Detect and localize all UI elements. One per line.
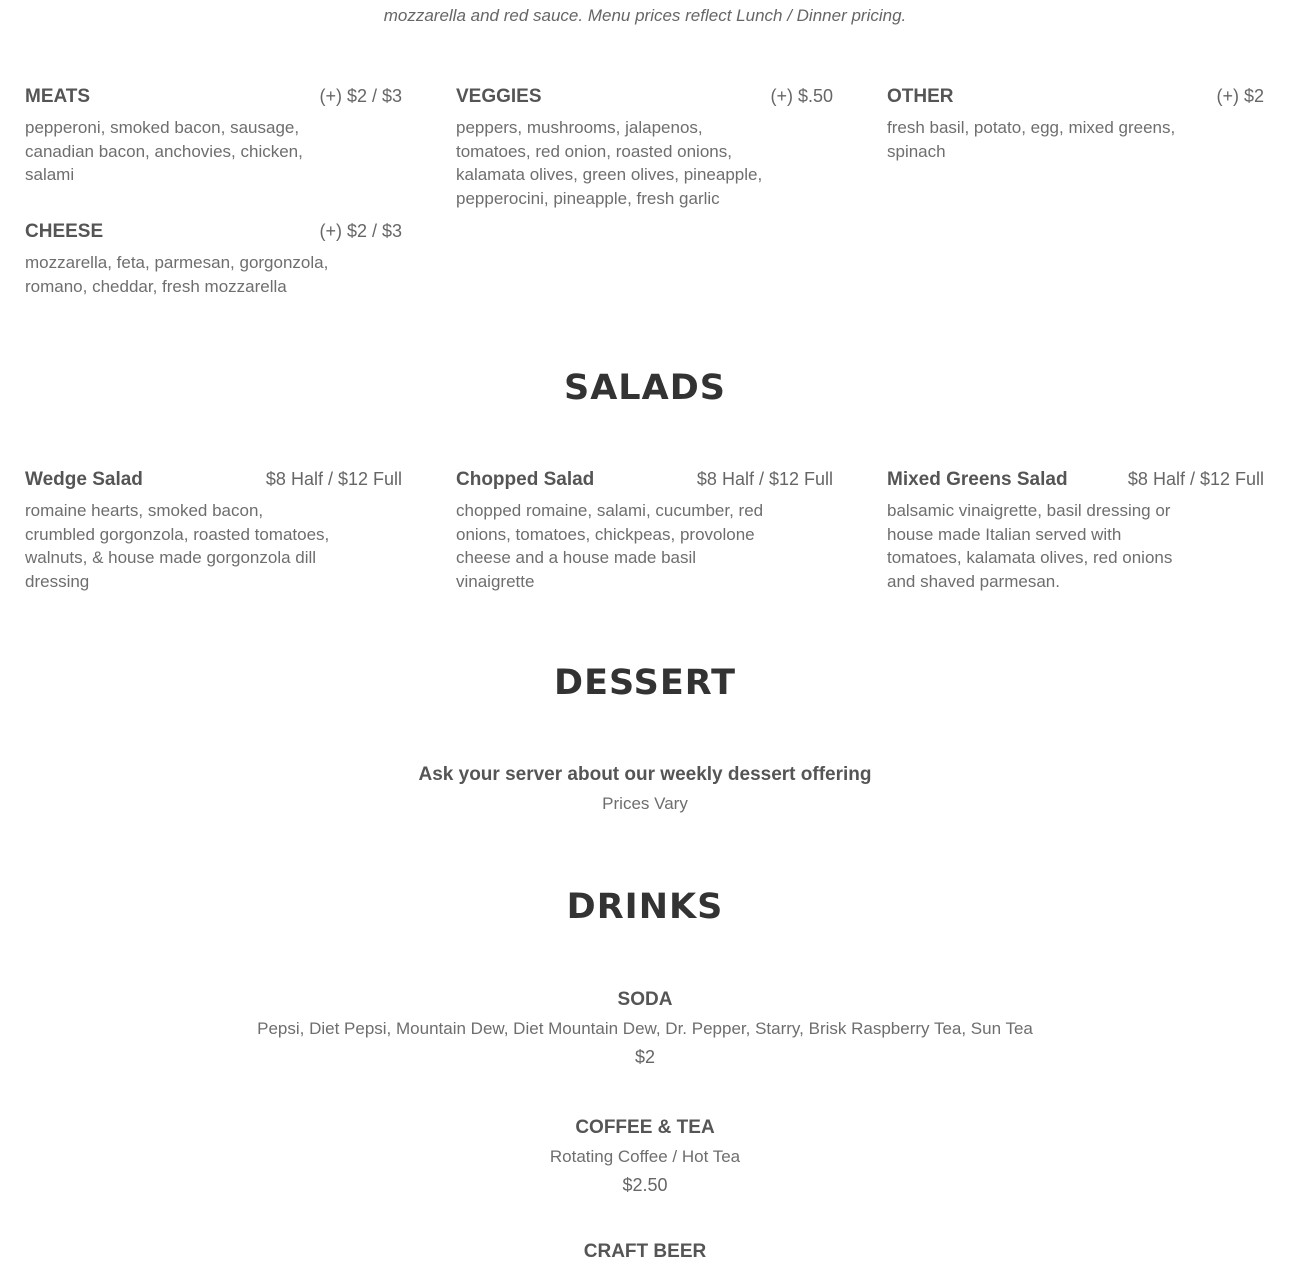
drink-craft-beer bbox=[0, 1241, 1290, 1263]
item-name: CRAFT BEER bbox=[583, 1241, 707, 1262]
item-name: VEGGIES bbox=[456, 86, 542, 107]
item-description: balsamic vinaigrette, basil dressing or house made Italian served with tomatoes, kalamata olives, red onions and shaved parmesan. bbox=[887, 501, 1173, 591]
item-name: Chopped Salad bbox=[456, 469, 595, 490]
section-title-dessert: DESSERT bbox=[554, 663, 736, 703]
item-description: pepperoni, smoked bacon, sausage, canadian bacon, anchovies, chicken, salami bbox=[25, 118, 303, 184]
item-price: $8 Half / $12 Full bbox=[696, 469, 833, 489]
item-price: $2.50 bbox=[622, 1175, 668, 1195]
item-price: $8 Half / $12 Full bbox=[1127, 469, 1264, 489]
drink-coffee-tea bbox=[0, 1117, 1290, 1196]
topping-other bbox=[887, 86, 1264, 166]
item-description: Rotating Coffee / Hot Tea bbox=[549, 1147, 741, 1166]
section-title-salads: SALADS bbox=[564, 368, 726, 408]
topping-meats bbox=[25, 86, 402, 196]
item-description: romaine hearts, smoked bacon, crumbled gorgonzola, roasted tomatoes, walnuts, & house made gorgonzola dill dressing bbox=[25, 501, 330, 591]
section-title-drinks: DRINKS bbox=[566, 887, 724, 927]
item-price: (+) $.50 bbox=[770, 86, 833, 106]
item-price: $2 bbox=[634, 1047, 656, 1067]
item-name: CHEESE bbox=[25, 221, 104, 242]
item-name: OTHER bbox=[887, 86, 954, 107]
item-description: chopped romaine, salami, cucumber, red onions, tomatoes, chickpeas, provolone cheese and a house made basil vinaigrette bbox=[456, 501, 764, 591]
salad-item bbox=[456, 469, 833, 594]
topping-cheese bbox=[25, 221, 402, 301]
item-price: (+) $2 / $3 bbox=[319, 221, 402, 241]
salad-item bbox=[25, 469, 402, 594]
drink-soda bbox=[0, 989, 1290, 1068]
item-name: Mixed Greens Salad bbox=[887, 469, 1068, 490]
item-name: COFFEE & TEA bbox=[575, 1117, 715, 1138]
item-description: mozzarella, feta, parmesan, gorgonzola, romano, cheddar, fresh mozzarella bbox=[25, 253, 329, 296]
item-price: Prices Vary bbox=[602, 794, 688, 813]
item-name: Wedge Salad bbox=[25, 469, 143, 490]
item-price: $8 Half / $12 Full bbox=[265, 469, 402, 489]
item-description: Pepsi, Diet Pepsi, Mountain Dew, Diet Mountain Dew, Dr. Pepper, Starry, Brisk Raspberry Tea, Sun Tea bbox=[257, 1019, 1033, 1038]
menu-intro-text: mozzarella and red sauce. Menu prices reflect Lunch / Dinner pricing. bbox=[383, 6, 907, 25]
item-price: (+) $2 bbox=[1216, 86, 1264, 106]
item-price: (+) $2 / $3 bbox=[319, 86, 402, 106]
item-description: fresh basil, potato, egg, mixed greens, spinach bbox=[887, 118, 1176, 161]
salad-item bbox=[887, 469, 1264, 594]
item-name: MEATS bbox=[25, 86, 91, 107]
item-description: peppers, mushrooms, jalapenos, tomatoes, red onion, roasted onions, kalamata olives, green olives, pineapple, pepperocini, pineapple, fresh garlic bbox=[456, 118, 763, 208]
item-name: Ask your server about our weekly dessert offering bbox=[418, 764, 872, 785]
item-name: SODA bbox=[617, 989, 673, 1010]
topping-veggies bbox=[456, 86, 833, 236]
dessert-item bbox=[0, 764, 1290, 814]
